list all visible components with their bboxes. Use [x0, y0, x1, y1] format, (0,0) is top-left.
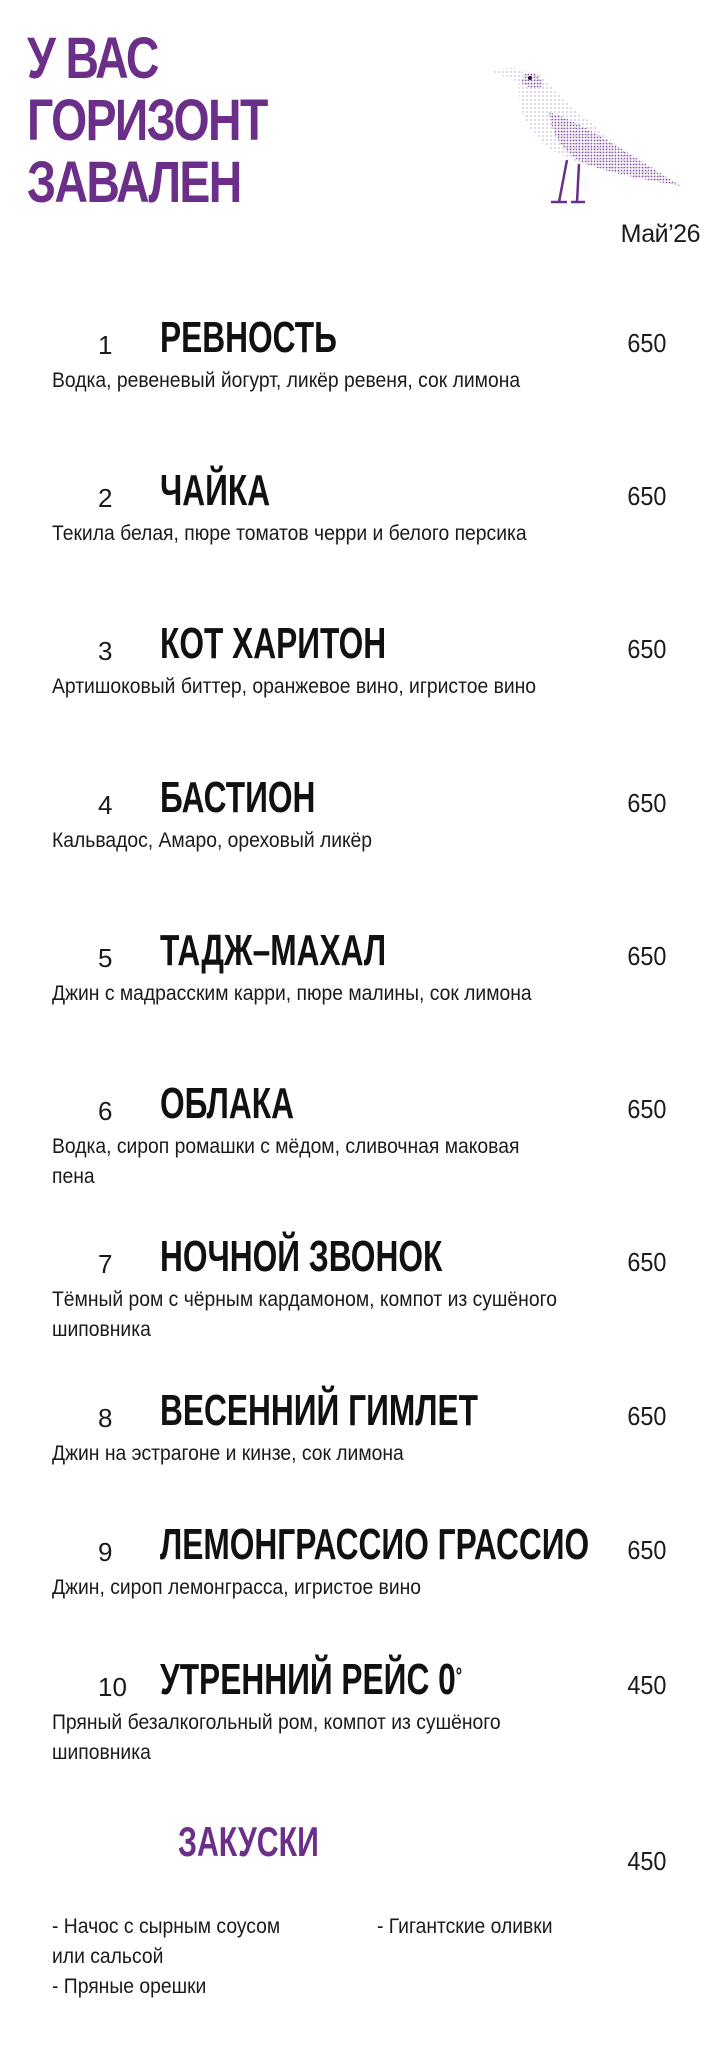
cocktail-name: ОБЛАКА [160, 1079, 294, 1128]
menu-title [27, 28, 267, 214]
cocktail-name: БАСТИОН [160, 773, 316, 822]
cocktail-description: Джин на эстрагоне и кинзе, сок лимона [52, 1442, 404, 1465]
cocktail-number: 3 [98, 636, 113, 666]
snacks-price: 450 [626, 1846, 666, 1876]
cocktail-number: 1 [98, 330, 113, 360]
cocktail-description: Джин с мадрасским карри, пюре малины, сок лимона [52, 982, 532, 1005]
snack-item: - Начос с сырным соусом или сальсой [52, 1915, 281, 1968]
cocktail-description: Артишоковый биттер, оранжевое вино, игристое вино [52, 675, 537, 698]
cocktail-name: ЧАЙКА [160, 466, 271, 515]
seagull-icon [485, 34, 685, 209]
cocktail-price: 650 [626, 1094, 666, 1124]
cocktail-price: 650 [626, 1535, 666, 1565]
cocktail-price: 650 [626, 1247, 666, 1277]
cocktail-name [160, 1654, 462, 1706]
cocktail-name: НОЧНОЙ ЗВОНОК [160, 1232, 443, 1281]
cocktail-name-degree: ° [455, 1663, 463, 1688]
cocktail-number: 2 [98, 483, 113, 513]
cocktail-number: 7 [98, 1249, 113, 1279]
menu-title-line-2: ГОРИЗОНТ [27, 88, 267, 153]
cocktail-description: Джин, сироп лемонграсса, игристое вино [52, 1576, 422, 1599]
cocktail-number: 6 [98, 1096, 113, 1126]
cocktail-number: 5 [98, 943, 113, 973]
cocktail-description: Текила белая, пюре томатов черри и белого персика [52, 522, 527, 545]
cocktail-number: 4 [98, 790, 113, 820]
snack-item: - Гигантские оливки [377, 1915, 553, 1938]
cocktail-price: 650 [626, 328, 666, 358]
cocktail-description: Пряный безалкогольный ром, компот из сушёного шиповника [52, 1711, 501, 1764]
cocktail-description: Тёмный ром с чёрным кардамоном, компот из сушёного шиповника [52, 1288, 557, 1341]
cocktail-price: 650 [626, 941, 666, 971]
cocktail-name: ВЕСЕННИЙ ГИМЛЕТ [160, 1386, 478, 1435]
cocktail-price: 650 [626, 481, 666, 511]
cocktail-number: 8 [98, 1403, 113, 1433]
menu-title-line-3: ЗАВАЛЕН [27, 150, 241, 215]
cocktail-description: Кальвадос, Амаро, ореховый ликёр [52, 829, 373, 852]
cocktail-name-text: УТРЕННИЙ РЕЙС 0 [160, 1655, 456, 1704]
menu-title-line-1: У ВАС [27, 26, 158, 91]
cocktail-name: КОТ ХАРИТОН [160, 619, 387, 668]
cocktail-number: 9 [98, 1537, 113, 1567]
cocktail-name: ЛЕМОНГРАССИО ГРАССИО [160, 1520, 590, 1569]
cocktail-price: 650 [626, 634, 666, 664]
menu-edition: Май’26 [620, 220, 700, 248]
cocktail-price: 450 [626, 1670, 666, 1700]
cocktail-description: Водка, сироп ромашки с мёдом, сливочная маковая пена [52, 1135, 520, 1188]
cocktail-price: 650 [626, 788, 666, 818]
cocktail-name: ТАДЖ–МАХАЛ [160, 926, 387, 975]
cocktail-number: 10 [98, 1672, 127, 1702]
cocktail-description: Водка, ревеневый йогурт, ликёр ревеня, сок лимона [52, 369, 521, 392]
snack-item: - Пряные орешки [52, 1975, 207, 1998]
cocktail-name: РЕВНОСТЬ [160, 313, 337, 362]
snacks-title: ЗАКУСКИ [178, 1818, 319, 1865]
cocktail-price: 650 [626, 1401, 666, 1431]
